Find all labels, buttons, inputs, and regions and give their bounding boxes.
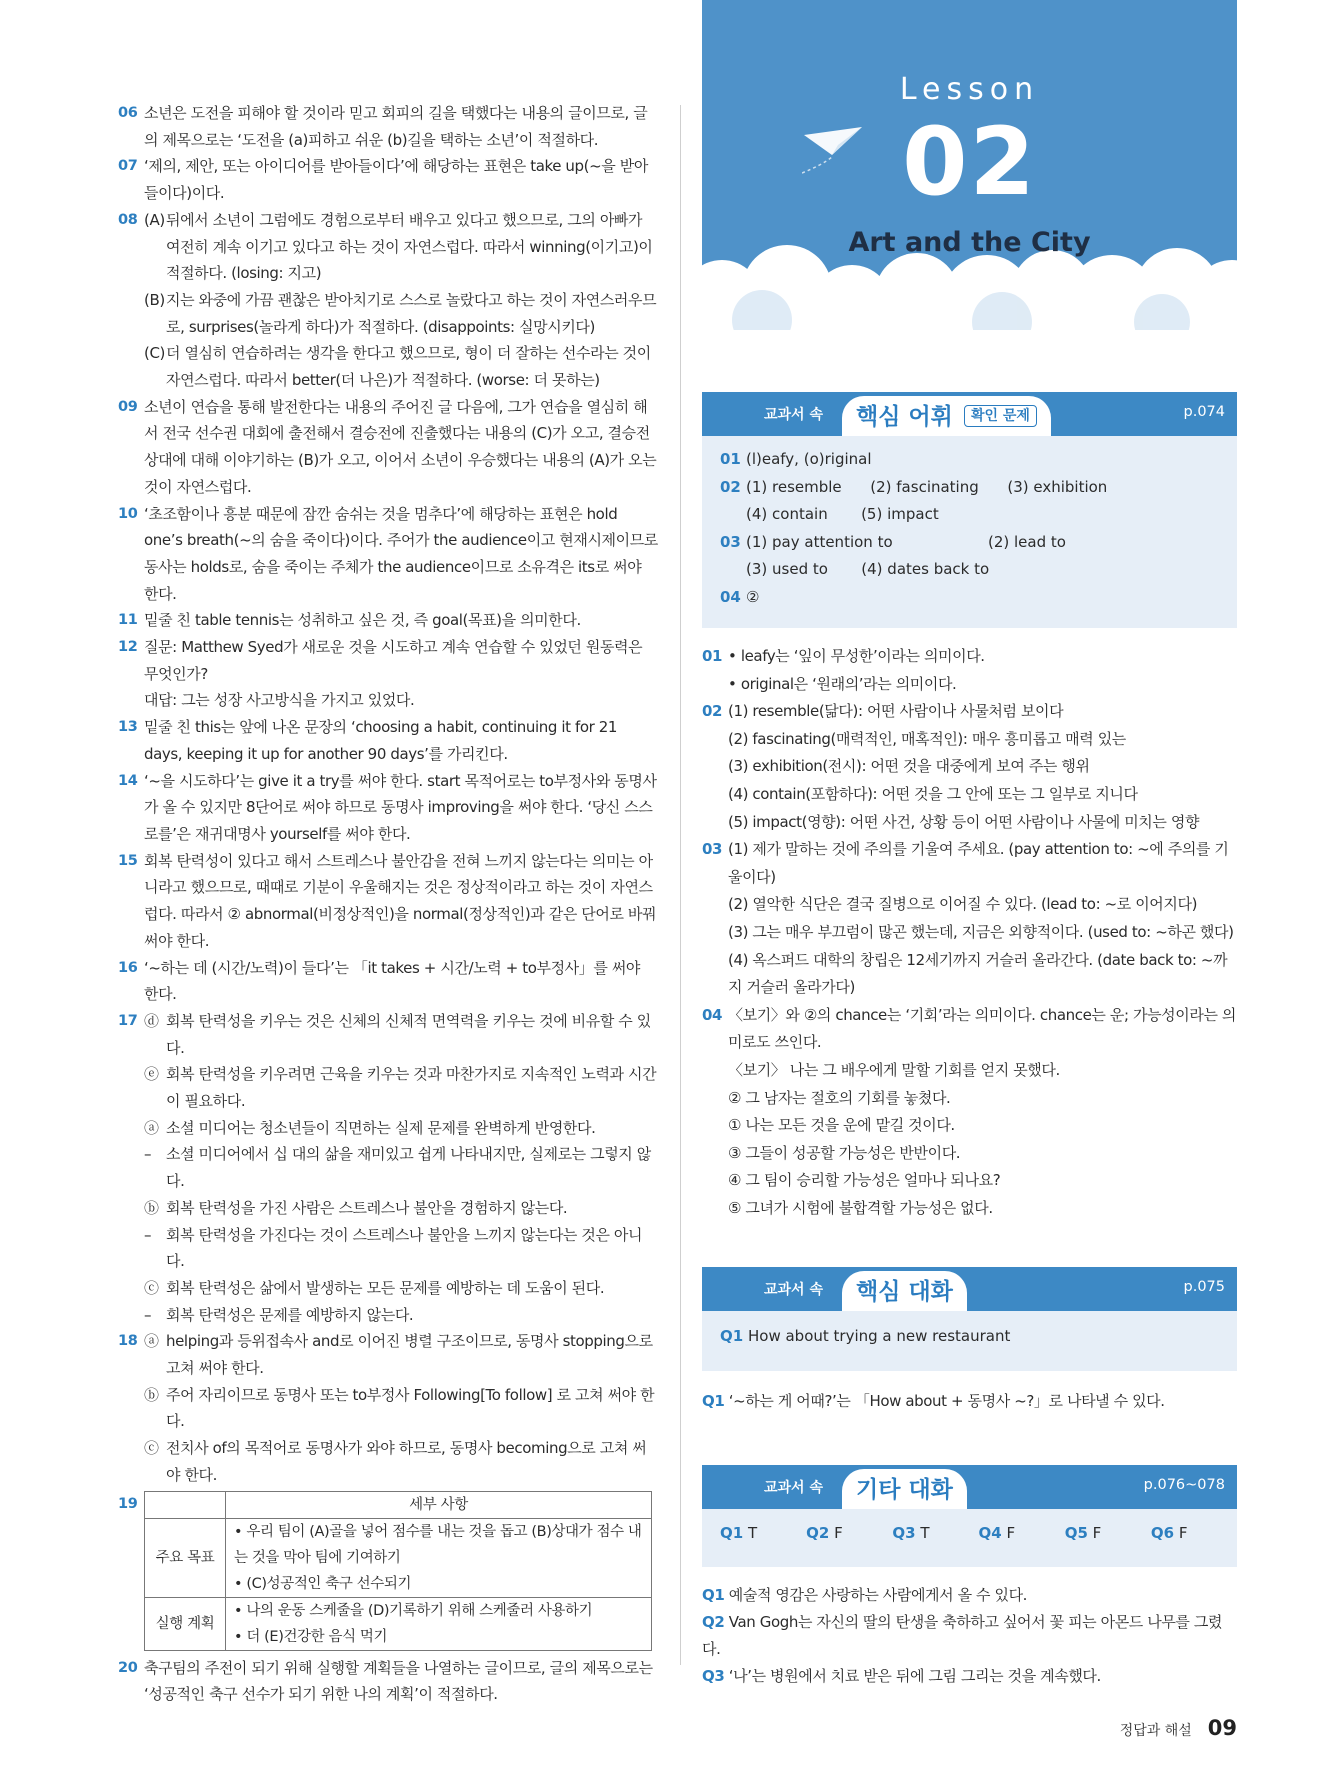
question-number: Q2 xyxy=(806,1524,830,1542)
sub-label: ⓐ xyxy=(144,1118,159,1137)
sub-label: (C) xyxy=(144,344,165,363)
sub-text: helping과 등위접속사 and로 이어진 병렬 구조이므로, 동명사 stopping으로 고쳐 써야 한다. xyxy=(166,1332,653,1378)
explanation-text: ④ 그 팀이 승리할 가능성은 얼마나 되나요? xyxy=(728,1171,1001,1190)
item-body xyxy=(144,100,658,153)
question-number: Q3 xyxy=(892,1524,916,1542)
explanation-text: • leafy는 ‘잎이 무성한’이라는 의미이다. xyxy=(728,647,985,665)
table-bullet: • (C)성공적인 축구 선수되기 xyxy=(234,1575,412,1592)
answer-text: (1) pay attention to (2) lead to xyxy=(746,532,1066,551)
dialogue-box-header xyxy=(702,1267,1237,1311)
question-number: Q2 xyxy=(702,1613,725,1631)
item-body xyxy=(144,1328,658,1488)
question-number xyxy=(702,1195,728,1223)
item-body xyxy=(144,634,658,714)
explanation-text: (3) exhibition(전시): 어떤 것을 대중에게 보여 주는 행위 xyxy=(728,757,1090,776)
item-number: 08 xyxy=(118,211,138,228)
item-number: 12 xyxy=(118,639,138,656)
true-false-answers xyxy=(702,1509,1237,1567)
question-number: Q1 xyxy=(702,1586,725,1604)
answer-item xyxy=(118,768,658,848)
sub-text: 소셜 미디어는 청소년들이 직면하는 실제 문제를 완벽하게 반영한다. xyxy=(166,1118,596,1137)
table-cell xyxy=(226,1597,652,1650)
box-badge: 확인 문제 xyxy=(964,405,1037,427)
sub-text: 회복 탄력성은 문제를 예방하지 않는다. xyxy=(166,1305,414,1324)
footer-label: 정답과 해설 xyxy=(1119,1723,1192,1739)
explanation-text: ③ 그들이 성공할 가능성은 반반이다. xyxy=(728,1143,961,1162)
item-text: 질문: Matthew Syed가 새로운 것을 시도하고 계속 연습할 수 있었던 원동력은 무엇인가? xyxy=(144,638,643,683)
explanation-line xyxy=(702,1609,1237,1663)
box-title: 핵심 어휘 xyxy=(856,404,953,430)
explanation-line xyxy=(702,671,1237,699)
item-body xyxy=(144,394,658,501)
sub-label: – xyxy=(144,1305,152,1324)
item-text: ‘~을 시도하다’는 give it a try를 써야 한다. start 목적어로는 to부정사와 동명사가 올 수 있지만 8단어로 써야 하므로 동명사 improving을 써야 한다. ‘당신 스스로를’은 재귀대명사 yourself를 써야 한다. xyxy=(144,771,657,843)
tf-value: T xyxy=(920,1524,930,1542)
item-number: 16 xyxy=(118,959,138,976)
sub-label: (A) xyxy=(144,210,165,229)
dialogue-explanation xyxy=(702,1388,1237,1415)
item-text: 밑줄 친 this는 앞에 나온 문장의 ‘choosing a habit, continuing it for 21 days, keeping it up for another 90 days’를 가리킨다. xyxy=(144,718,618,763)
tf-answer xyxy=(720,1524,806,1567)
table-header: 세부 사항 xyxy=(226,1491,652,1518)
question-number: 03 xyxy=(720,532,741,551)
sub-text: 회복 탄력성은 삶에서 발생하는 모든 문제를 예방하는 데 도움이 된다. xyxy=(166,1278,605,1297)
sub-item xyxy=(144,1222,658,1275)
question-number xyxy=(702,891,728,919)
sub-text: 더 열심히 연습하려는 생각을 한다고 했으므로, 형이 더 잘하는 선수라는 것이 자연스럽다. 따라서 better(더 나은)가 적절하다. (worse: 더 못하는) xyxy=(166,344,651,390)
left-column xyxy=(118,100,658,1708)
explanation-text: 〈보기〉와 ②의 chance는 ‘기회’라는 의미이다. chance는 운; 가능성이라는 의미로도 쓰인다. xyxy=(728,1005,1236,1052)
sub-item xyxy=(144,287,658,340)
explanation-line xyxy=(702,1112,1237,1140)
sub-text: 지는 와중에 가끔 괜찮은 받아치기로 스스로 놀랐다고 하는 것이 자연스러우므로, surprises(놀라게 하다)가 적절하다. (disappoints: 실망시키다) xyxy=(166,290,657,336)
explanation-text: • original은 ‘원래의’라는 의미이다. xyxy=(728,674,957,693)
explanation-line xyxy=(702,1057,1237,1085)
vocab-answer-line xyxy=(720,584,1237,612)
question-number xyxy=(702,1167,728,1195)
item-number: 20 xyxy=(118,1659,138,1676)
lesson-number: 02 xyxy=(902,108,1037,217)
question-number xyxy=(702,1140,728,1168)
explanation-line xyxy=(702,643,1237,671)
tf-value: F xyxy=(834,1524,843,1542)
tf-answer xyxy=(979,1524,1065,1567)
item-number: 10 xyxy=(118,505,138,522)
box-title: 핵심 대화 xyxy=(856,1279,953,1305)
question-number: Q6 xyxy=(1150,1524,1175,1542)
answer-item xyxy=(118,955,658,1008)
answer-item xyxy=(118,1491,658,1651)
explanation-line xyxy=(702,698,1237,726)
item-text: 소년이 연습을 통해 발전한다는 내용의 주어진 글 다음에, 그가 연습을 열심히 해서 전국 선수권 대회에 출전해서 결승전에 진출했다는 내용의 (C)가 오고, 결승전 상대에 대해 이야기하는 (B)가 오고, 이어서 소년이 우승했다는 내용의 (A)가 오는 것이 자연스럽다. xyxy=(144,397,657,496)
explanation-text: ① 나는 모든 것을 운에 맡길 것이다. xyxy=(728,1116,955,1135)
question-number xyxy=(702,753,728,781)
explanation-text: ② 그 남자는 절호의 기회를 놓쳤다. xyxy=(728,1088,951,1107)
item-number: 19 xyxy=(118,1495,138,1512)
explanation-text: (2) 열악한 식단은 결국 질병으로 이어질 수 있다. (lead to: ~로 이어지다) xyxy=(728,895,1198,914)
explanation-text: (1) resemble(닮다): 어떤 사람이나 사물처럼 보이다 xyxy=(728,702,1064,721)
dialogue-tab xyxy=(842,1271,967,1313)
explanation-line xyxy=(702,781,1237,809)
item-body xyxy=(144,153,658,206)
item-number: 11 xyxy=(118,612,138,629)
explanation-line xyxy=(702,1002,1237,1057)
answer-item xyxy=(118,153,658,206)
answer-item xyxy=(118,1008,658,1328)
box-label: 교과서 속 xyxy=(764,407,823,423)
sub-label: – xyxy=(144,1145,152,1164)
column-divider xyxy=(680,105,681,1665)
question-number xyxy=(702,947,728,1002)
explanation-line xyxy=(702,1663,1237,1690)
item-text: ‘~하는 데 (시간/노력)이 들다’는 「it takes + 시간/노력 + to부정사」를 써야 한다. xyxy=(144,958,641,1004)
explanation-text: (1) 제가 말하는 것에 주의를 기울여 주세요. (pay attention to: ~에 주의를 기울이다) xyxy=(728,840,1229,886)
vocab-explanations xyxy=(702,643,1237,1222)
question-number xyxy=(720,501,746,529)
explanation-line xyxy=(702,919,1237,947)
explanation-line xyxy=(702,1582,1237,1609)
sub-item xyxy=(144,1328,658,1381)
table-bullet: • 더 (E)건강한 음식 먹기 xyxy=(234,1628,388,1645)
page-ref: p.075 xyxy=(1183,1279,1225,1295)
question-number: 01 xyxy=(720,450,741,468)
item-body xyxy=(144,768,658,848)
explanation-line xyxy=(702,1140,1237,1168)
explanation-line xyxy=(702,753,1237,781)
item-body xyxy=(144,955,658,1008)
sub-item xyxy=(144,1115,658,1142)
page-footer xyxy=(1120,1716,1237,1740)
question-number xyxy=(702,726,728,754)
dialogue-answer xyxy=(702,1311,1237,1371)
table-cell xyxy=(226,1518,652,1597)
sub-label: – xyxy=(144,1225,152,1244)
item-number: 15 xyxy=(118,852,138,869)
explanation-text: Van Gogh는 자신의 딸의 탄생을 축하하고 싶어서 꽃 피는 아몬드 나무를 그렸다. xyxy=(702,1613,1223,1658)
question-number: Q5 xyxy=(1064,1524,1088,1542)
sub-item xyxy=(144,1195,658,1222)
answer-text: (l)eafy, (o)riginal xyxy=(746,450,872,468)
question-number xyxy=(720,556,746,584)
item-text: 대답: 그는 성장 사고방식을 가지고 있었다. xyxy=(144,691,415,710)
sub-text: 전치사 of의 목적어로 동명사가 와야 하므로, 동명사 becoming으로 고쳐 써야 한다. xyxy=(166,1439,647,1484)
answer-item xyxy=(118,1328,658,1488)
question-number xyxy=(702,919,728,947)
sub-item xyxy=(144,207,658,287)
sub-label: ⓔ xyxy=(144,1065,159,1084)
answer-item xyxy=(118,207,658,394)
sub-item xyxy=(144,1008,658,1061)
item-body xyxy=(144,714,658,767)
question-number: Q1 xyxy=(720,1327,744,1345)
table-bullet: • 우리 팀이 (A)골을 넣어 점수를 내는 것을 돕고 (B)상대가 점수 내는 것을 막아 팀에 기여하기 xyxy=(234,1523,642,1566)
question-number: Q3 xyxy=(702,1667,725,1685)
answer-item xyxy=(118,848,658,955)
question-number xyxy=(702,809,728,837)
explanation-text: (4) contain(포함하다): 어떤 것을 그 안에 또는 그 일부로 지니다 xyxy=(728,784,1138,803)
explanation-line xyxy=(702,1167,1237,1195)
explanation-line xyxy=(702,1195,1237,1223)
other-dialogue-box-header xyxy=(702,1465,1237,1509)
answer-item xyxy=(118,501,658,608)
item-number: 17 xyxy=(118,1012,138,1029)
explanation-text: 〈보기〉 나는 그 배우에게 말할 기회를 얻지 못했다. xyxy=(728,1060,1060,1079)
item-number: 06 xyxy=(118,105,138,121)
sub-label: ⓒ xyxy=(144,1439,159,1458)
sub-item xyxy=(144,1275,658,1302)
sub-text: 회복 탄력성을 키우는 것은 신체의 신체적 면역력을 키우는 것에 비유할 수 있다. xyxy=(166,1011,651,1057)
question-number xyxy=(702,1085,728,1113)
explanation-text: (2) fascinating(매력적인, 매혹적인): 매우 흥미롭고 매력 있는 xyxy=(728,729,1126,748)
page-ref: p.074 xyxy=(1183,404,1225,420)
lesson-label: Lesson xyxy=(899,72,1040,107)
box-title: 기타 대화 xyxy=(856,1477,953,1503)
tf-answer xyxy=(892,1524,978,1567)
item-text: 소년은 도전을 피해야 할 것이라 믿고 회피의 길을 택했다는 내용의 글이므로, 글의 제목으로는 ‘도전을 (a)피하고 쉬운 (b)길을 택하는 소년’이 적절하다. xyxy=(144,104,648,149)
vocab-answer-line xyxy=(720,529,1237,557)
lesson-banner xyxy=(702,0,1237,330)
question-number xyxy=(702,1112,728,1140)
question-number: Q1 xyxy=(702,1392,725,1410)
answer-text: (4) contain (5) impact xyxy=(746,505,939,523)
explanation-line xyxy=(702,947,1237,1002)
item-body xyxy=(144,848,658,955)
item-text: ‘제의, 제안, 또는 아이디어를 받아들이다’에 해당하는 표현은 take up(~을 받아들이다)이다. xyxy=(144,157,648,203)
sub-item xyxy=(144,1061,658,1114)
sub-text: 회복 탄력성을 키우려면 근육을 키우는 것과 마찬가지로 지속적인 노력과 시간이 필요하다. xyxy=(166,1065,657,1111)
question-number xyxy=(702,781,728,809)
vocab-answer-line xyxy=(720,474,1237,502)
explanation-text: ‘~하는 게 어때?’는 「How about + 동명사 ~?」로 나타낼 수 있다. xyxy=(728,1392,1165,1410)
item-number: 13 xyxy=(118,719,138,736)
vocab-box-header xyxy=(702,392,1237,436)
tf-answer xyxy=(1065,1524,1151,1567)
answer-text: How about trying a new restaurant xyxy=(747,1327,1011,1345)
vocab-answer-line xyxy=(720,501,1237,529)
question-number: 02 xyxy=(720,477,741,496)
item-text: ‘초조함이나 흥분 때문에 잠깐 숨쉬는 것을 멈추다’에 해당하는 표현은 hold one’s breath(~의 숨을 죽이다)이다. 주어가 the audience이고 현재시제이므로 동사는 holds로, 숨을 죽이는 주체가 the audience이므로 소유격은 its로 써야 한다. xyxy=(144,504,658,603)
sub-text: 소셜 미디어에서 십 대의 삶을 재미있고 쉽게 나타내지만, 실제로는 그렇지 않다. xyxy=(166,1145,651,1191)
item-body xyxy=(144,607,658,634)
answer-item xyxy=(118,1655,658,1708)
sub-label: ⓒ xyxy=(144,1278,159,1297)
explanation-line xyxy=(702,836,1237,891)
sub-label: ⓓ xyxy=(144,1011,159,1030)
answer-item xyxy=(118,100,658,153)
vocab-tab xyxy=(842,396,1051,438)
explanation-text: ⑤ 그녀가 시험에 불합격할 가능성은 없다. xyxy=(728,1198,993,1217)
item-text: 축구팀의 주전이 되기 위해 실행할 계획들을 나열하는 글이므로, 글의 제목으로는 ‘성공적인 축구 선수가 되기 위한 나의 계획’이 적절하다. xyxy=(144,1658,653,1704)
sub-item xyxy=(144,1302,658,1329)
explanation-text: 예술적 영감은 사랑하는 사람에게서 올 수 있다. xyxy=(728,1586,1028,1604)
question-number xyxy=(702,671,728,699)
question-number: Q1 xyxy=(720,1524,744,1542)
answer-item xyxy=(118,634,658,714)
question-number: 02 xyxy=(702,702,723,721)
tf-answer xyxy=(1151,1524,1237,1567)
question-number: 04 xyxy=(702,1005,723,1024)
tf-answer xyxy=(806,1524,892,1567)
sub-item xyxy=(144,340,658,393)
vocab-answer-line xyxy=(720,556,1237,584)
item-number: 09 xyxy=(118,398,138,415)
sub-item xyxy=(144,1435,658,1488)
item-text: 회복 탄력성이 있다고 해서 스트레스나 불안감을 전혀 느끼지 않는다는 의미는 아니라고 했으므로, 때때로 기분이 우울해지는 것은 정상적이라고 하는 것이 자연스럽다. 따라서 ② abnormal(비정상적인)을 normal(정상적인)과 같은 단어로 바꿔 써야 한다. xyxy=(144,851,657,950)
question-number: 01 xyxy=(702,647,723,665)
answer-item xyxy=(118,607,658,634)
tf-value: F xyxy=(1092,1524,1102,1542)
sub-text: 뒤에서 소년이 그럼에도 경험으로부터 배우고 있다고 했으므로, 그의 아빠가 여전히 계속 이기고 있다고 하는 것이 자연스럽다. 따라서 winning(이기고)이 적절하다. (losing: 지고) xyxy=(166,210,653,283)
sub-text: 주어 자리이므로 동명사 또는 to부정사 Following[To follow] 로 고쳐 써야 한다. xyxy=(166,1385,655,1431)
item-text: 밑줄 친 table tennis는 성취하고 싶은 것, 즉 goal(목표)을 의미한다. xyxy=(144,611,581,630)
sub-label: ⓑ xyxy=(144,1385,159,1404)
table-row-label: 실행 계획 xyxy=(145,1597,226,1650)
explanation-line xyxy=(702,1085,1237,1113)
vocab-answers xyxy=(702,436,1237,628)
answer-text: (1) resemble (2) fascinating (3) exhibition xyxy=(746,477,1108,496)
item-number: 18 xyxy=(118,1333,138,1350)
sub-item xyxy=(144,1141,658,1194)
explanation-text: ‘나’는 병원에서 치료 받은 뒤에 그림 그리는 것을 계속했다. xyxy=(728,1667,1101,1685)
other-dialogue-explanations xyxy=(702,1582,1237,1690)
sub-text: 회복 탄력성을 가진 사람은 스트레스나 불안을 경험하지 않는다. xyxy=(166,1198,568,1217)
tf-value: T xyxy=(747,1524,758,1542)
answer-text: (3) used to (4) dates back to xyxy=(746,560,990,578)
answer-text: ② xyxy=(746,587,760,606)
item-number: 07 xyxy=(118,158,138,175)
explanation-text: (5) impact(영향): 어떤 사건, 상황 등이 어떤 사람이나 사물에 미치는 영향 xyxy=(728,812,1200,831)
box-label: 교과서 속 xyxy=(764,1480,823,1496)
sub-item xyxy=(144,1382,658,1435)
sub-label: ⓐ xyxy=(144,1332,159,1351)
plan-table xyxy=(144,1491,652,1651)
vocab-answer-line xyxy=(720,446,1237,474)
item-body xyxy=(144,1008,658,1328)
answer-item xyxy=(118,394,658,501)
item-number: 14 xyxy=(118,772,138,789)
page-ref: p.076~078 xyxy=(1143,1477,1225,1493)
explanation-line xyxy=(702,809,1237,837)
sub-label: (B) xyxy=(144,290,165,309)
question-number: 04 xyxy=(720,587,741,606)
answer-item xyxy=(118,714,658,767)
table-row-label: 주요 목표 xyxy=(145,1518,226,1597)
explanation-text: (4) 옥스퍼드 대학의 창립은 12세기까지 거슬러 올라간다. (date back to: ~까지 거슬러 올라가다) xyxy=(728,950,1228,997)
box-label: 교과서 속 xyxy=(764,1282,823,1298)
question-number: 03 xyxy=(702,840,723,859)
question-number xyxy=(702,1057,728,1085)
explanation-text: (3) 그는 매우 부끄럼이 많곤 했는데, 지금은 외향적이다. (used to: ~하곤 했다) xyxy=(728,922,1234,941)
sub-label: ⓑ xyxy=(144,1198,159,1217)
question-number: Q4 xyxy=(978,1524,1002,1542)
tf-value: F xyxy=(1006,1524,1016,1542)
lesson-title: Art and the City xyxy=(848,227,1091,258)
explanation-line xyxy=(702,726,1237,754)
table-bullet: • 나의 운동 스케줄을 (D)기록하기 위해 스케줄러 사용하기 xyxy=(234,1602,593,1619)
table-corner xyxy=(145,1491,226,1518)
item-body xyxy=(144,501,658,608)
sub-text: 회복 탄력성을 가진다는 것이 스트레스나 불안을 느끼지 않는다는 것은 아니다. xyxy=(166,1225,643,1271)
explanation-line xyxy=(702,891,1237,919)
page-number: 09 xyxy=(1207,1716,1237,1740)
item-body xyxy=(144,207,658,394)
tf-value: F xyxy=(1178,1524,1188,1542)
other-dialogue-tab xyxy=(842,1469,967,1511)
